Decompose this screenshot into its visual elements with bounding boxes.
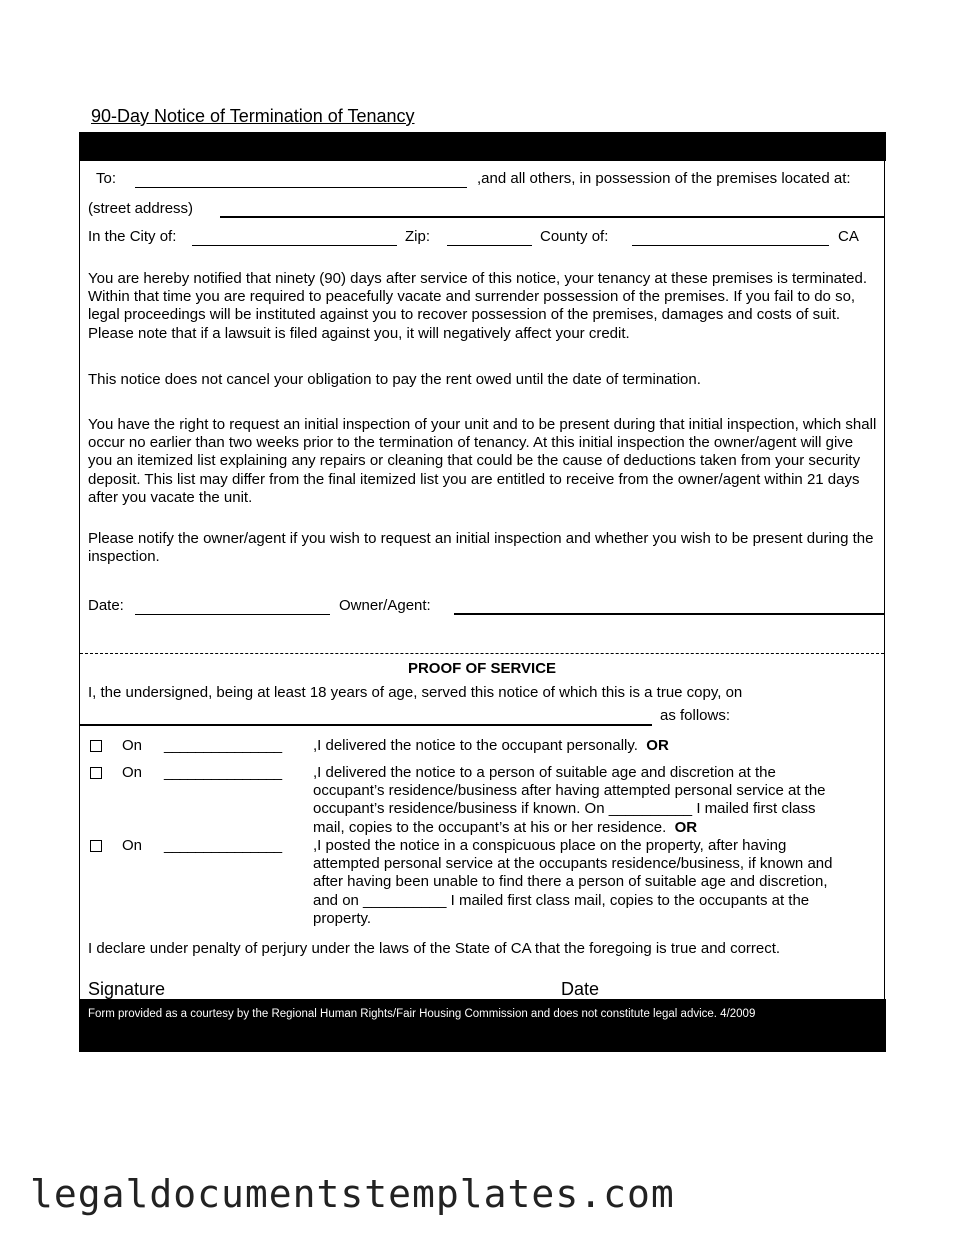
possession-text: ,and all others, in possession of the premises located at: bbox=[477, 170, 851, 187]
option-2-line-2: occupant’s residence/business after having attempted personal service at the bbox=[313, 782, 826, 800]
option-3-line-3: after having been unable to find there a person of suitable age and discretion, bbox=[313, 873, 828, 891]
state-label: CA bbox=[838, 228, 859, 245]
page-title: 90-Day Notice of Termination of Tenancy bbox=[91, 106, 415, 126]
county-field[interactable] bbox=[632, 245, 829, 246]
proof-of-service-heading: PROOF OF SERVICE bbox=[407, 660, 557, 677]
option-2-text bbox=[313, 764, 878, 837]
date-label: Date: bbox=[88, 597, 124, 614]
date-field[interactable] bbox=[135, 614, 330, 615]
option-1-text: ,I delivered the notice to the occupant personally. bbox=[313, 737, 638, 754]
city-field[interactable] bbox=[192, 245, 397, 246]
zip-field[interactable] bbox=[447, 245, 532, 246]
on-label-3: On bbox=[122, 837, 143, 854]
tenant-name-field[interactable] bbox=[135, 187, 467, 188]
footer-disclaimer: Form provided as a courtesy by the Regional Human Rights/Fair Housing Commission and does not constitute legal advice. 4/2009 bbox=[88, 1008, 756, 1020]
on-date-blank-2[interactable]: _______________ bbox=[164, 764, 282, 781]
to-label: To: bbox=[96, 170, 117, 187]
owner-agent-field[interactable] bbox=[454, 613, 885, 615]
street-address-label: (street address) bbox=[88, 200, 194, 217]
street-address-field[interactable] bbox=[220, 216, 885, 218]
option-3-line-5: property. bbox=[313, 909, 372, 927]
service-date-field[interactable] bbox=[80, 724, 652, 726]
header-bar bbox=[79, 132, 886, 161]
as-follows-label: as follows: bbox=[660, 707, 731, 724]
on-date-blank-3[interactable]: _______________ bbox=[164, 837, 282, 854]
substitute-delivery-checkbox[interactable] bbox=[90, 767, 102, 779]
or-label-2: OR bbox=[674, 818, 698, 836]
personal-delivery-checkbox[interactable] bbox=[90, 740, 102, 752]
on-label-2: On bbox=[122, 764, 143, 781]
or-label-1: OR bbox=[646, 737, 669, 754]
option-2-line-4: mail, copies to the occupant’s at his or her residence. bbox=[313, 818, 667, 836]
notify-paragraph: Please notify the owner/agent if you wish to request an initial inspection and whether you wish to be present during the inspection. bbox=[88, 530, 874, 566]
on-date-blank-1[interactable]: _______________ bbox=[164, 737, 282, 754]
option-2-line-1: ,I delivered the notice to a person of suitable age and discretion at the bbox=[313, 764, 776, 781]
option-3-line-4: and on __________ I mailed first class mail, copies to the occupants at the bbox=[313, 891, 810, 909]
zip-label: Zip: bbox=[405, 228, 431, 245]
watermark-text: legaldocumentstemplates.com bbox=[30, 1172, 675, 1216]
option-3-line-2: attempted personal service at the occupants residence/business, if known and bbox=[313, 855, 833, 873]
county-label: County of: bbox=[540, 228, 609, 245]
signature-date-label: Date bbox=[561, 979, 600, 999]
cut-line bbox=[80, 653, 884, 654]
signature-label: Signature bbox=[88, 979, 166, 999]
perjury-declaration: I declare under penalty of perjury under the laws of the State of CA that the foregoing is true and correct. bbox=[88, 940, 781, 957]
inspection-paragraph: You have the right to request an initial inspection of your unit and to be present during that initial inspection, which shall occur no earlier than two weeks prior to the termination of tenancy. At this initial inspection the owner/agent will give you an itemized list explaining any repairs or cleaning that could be the cause of deductions taken from your security deposit. This list may differ from the final itemized list you are entitled to receive from the owner/agent within 21 days after you vacate the unit. bbox=[88, 416, 877, 506]
option-3-text bbox=[313, 837, 878, 928]
option-3-line-1: ,I posted the notice in a conspicuous place on the property, after having bbox=[313, 837, 787, 854]
rent-obligation-paragraph: This notice does not cancel your obligation to pay the rent owed until the date of termination. bbox=[88, 371, 701, 388]
option-2-line-4-row bbox=[313, 819, 878, 837]
footer-bar bbox=[79, 999, 886, 1052]
city-label: In the City of: bbox=[88, 228, 177, 245]
option-2-line-3: occupant’s residence/business if known. On __________ I mailed first class bbox=[313, 800, 816, 818]
owner-agent-label: Owner/Agent: bbox=[339, 597, 431, 614]
proof-intro: I, the undersigned, being at least 18 years of age, served this notice of which this is a true copy, on bbox=[88, 684, 743, 701]
option-1-row bbox=[313, 737, 669, 754]
termination-paragraph: You are hereby notified that ninety (90) days after service of this notice, your tenancy at these premises is terminated. Within that time you are required to peacefully vacate and surrender possession of the premises. If you fail to do so, legal proceedings will be instituted against you to recover possession of the premises, damages and costs of suit. Please note that if a lawsuit is filed against you, it will negatively affect your credit. bbox=[88, 270, 868, 342]
on-label-1: On bbox=[122, 737, 143, 754]
posting-checkbox[interactable] bbox=[90, 840, 102, 852]
